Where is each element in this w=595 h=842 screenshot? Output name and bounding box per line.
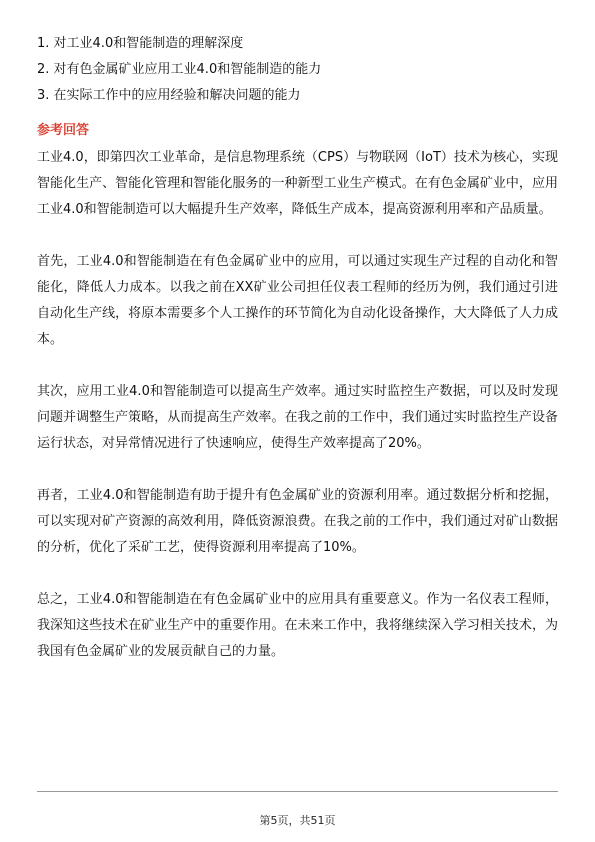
footer-divider	[37, 791, 558, 792]
answer-paragraph: 首先，工业4.0和智能制造在有色金属矿业中的应用，可以通过实现生产过程的自动化和智能化，降低人力成本。以我之前在XX矿业公司担任仪表工程师的经历为例，我们通过引进自动化生产线，将原本需要多个人工操作的环节简化为自动化设备操作，大大降低了人力成本。	[37, 254, 558, 347]
answer-body	[37, 145, 558, 665]
answer-paragraph: 其次，应用工业4.0和智能制造可以提高生产效率。通过实时监控生产数据，可以及时发现问题并调整生产策略，从而提高生产效率。在我之前的工作中，我们通过实时监控生产设备运行状态，对异常情况进行了快速响应，使得生产效率提高了20%。	[37, 384, 558, 451]
answer-heading: 参考回答	[37, 123, 90, 138]
answer-paragraph: 总之，工业4.0和智能制造在有色金属矿业中的应用具有重要意义。作为一名仪表工程师，我深知这些技术在矿业生产中的重要作用。在未来工作中，我将继续深入学习相关技术，为我国有色金属矿业的发展贡献自己的力量。	[37, 592, 558, 659]
evaluation-criteria-list	[37, 31, 557, 109]
criteria-item: 2. 对有色金属矿业应用工业4.0和智能制造的能力	[37, 62, 322, 77]
criteria-item: 1. 对工业4.0和智能制造的理解深度	[37, 36, 244, 51]
answer-paragraph: 再者，工业4.0和智能制造有助于提升有色金属矿业的资源利用率。通过数据分析和挖掘，可以实现对矿产资源的高效利用，降低资源浪费。在我之前的工作中，我们通过对矿山数据的分析，优化了采矿工艺，使得资源利用率提高了10%。	[37, 488, 558, 555]
page-number: 第5页，共51页	[259, 814, 336, 827]
criteria-item: 3. 在实际工作中的应用经验和解决问题的能力	[37, 88, 301, 103]
answer-paragraph: 工业4.0，即第四次工业革命，是信息物理系统（CPS）与物联网（IoT）技术为核心，实现智能化生产、智能化管理和智能化服务的一种新型工业生产模式。在有色金属矿业中，应用工业4.0和智能制造可以大幅提升生产效率，降低生产成本，提高资源利用率和产品质量。	[37, 150, 558, 217]
